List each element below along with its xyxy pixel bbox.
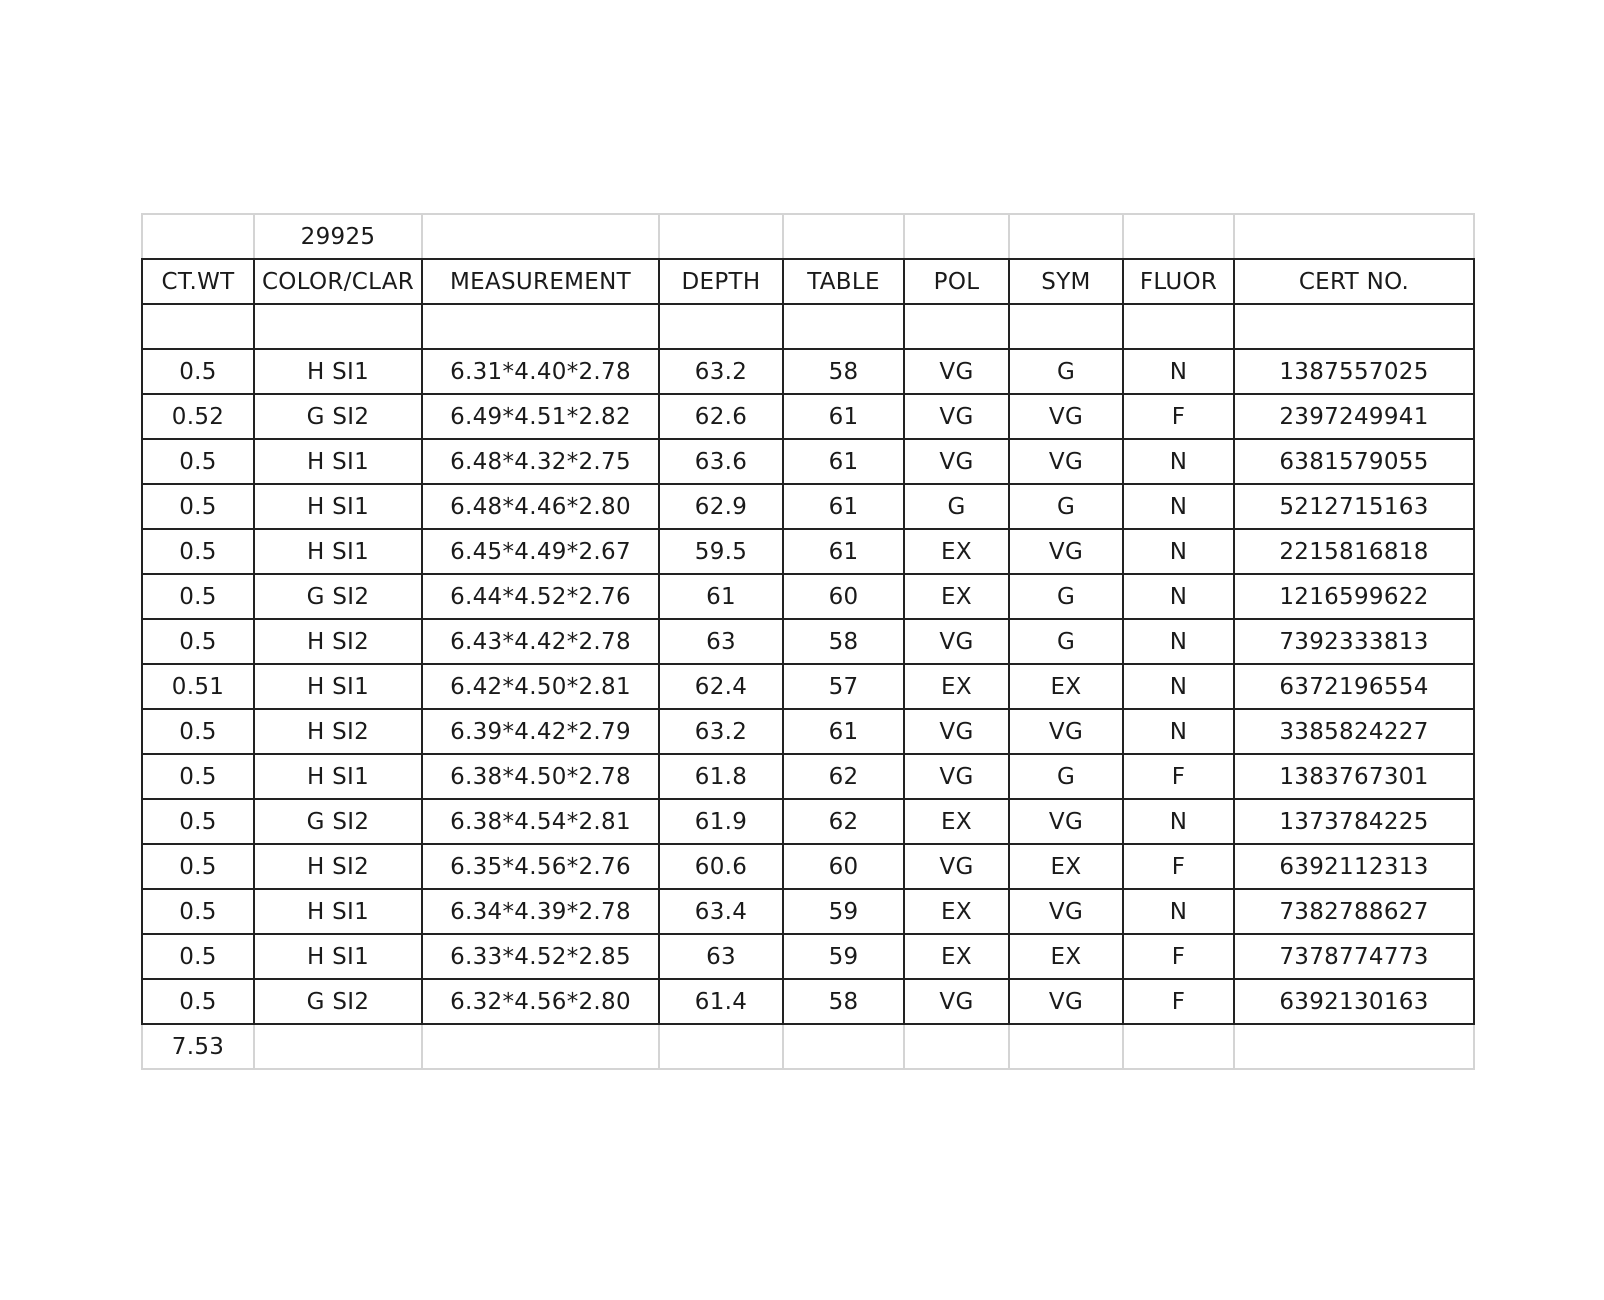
depth-cell: 61 [659,574,783,619]
symmetry-cell: VG [1009,979,1123,1024]
cert-no-cell: 5212715163 [1234,484,1474,529]
table-cell: 62 [783,754,904,799]
polish-cell: VG [904,709,1009,754]
color-clarity-cell: G SI2 [254,799,422,844]
empty-cell [142,304,254,349]
ct-wt-cell: 0.5 [142,619,254,664]
table-row [142,664,1474,709]
empty-cell [783,1024,904,1069]
header-polish: POL [904,259,1009,304]
color-clarity-cell: H SI1 [254,889,422,934]
symmetry-cell: EX [1009,664,1123,709]
color-clarity-cell: H SI1 [254,484,422,529]
color-clarity-cell: H SI1 [254,934,422,979]
ct-wt-cell: 0.5 [142,979,254,1024]
cert-no-cell: 1216599622 [1234,574,1474,619]
symmetry-cell: G [1009,619,1123,664]
depth-cell: 60.6 [659,844,783,889]
depth-cell: 63 [659,934,783,979]
ct-wt-cell: 0.52 [142,394,254,439]
table-cell: 59 [783,934,904,979]
empty-cell [1123,304,1234,349]
blank-row [142,304,1474,349]
measurement-cell: 6.49*4.51*2.82 [422,394,659,439]
color-clarity-cell: H SI1 [254,664,422,709]
table-row [142,574,1474,619]
ct-wt-cell: 0.5 [142,349,254,394]
fluorescence-cell: F [1123,979,1234,1024]
table-row [142,394,1474,439]
fluorescence-cell: N [1123,574,1234,619]
table-cell: 58 [783,619,904,664]
ct-wt-cell: 0.5 [142,799,254,844]
polish-cell: G [904,484,1009,529]
empty-cell [904,1024,1009,1069]
empty-cell [659,1024,783,1069]
table-cell: 59 [783,889,904,934]
ct-wt-cell: 0.5 [142,529,254,574]
header-symmetry: SYM [1009,259,1123,304]
symmetry-cell: G [1009,574,1123,619]
empty-cell [422,214,659,259]
cert-no-cell: 6392130163 [1234,979,1474,1024]
ct-wt-cell: 0.5 [142,754,254,799]
cert-no-cell: 1387557025 [1234,349,1474,394]
measurement-cell: 6.45*4.49*2.67 [422,529,659,574]
empty-cell [1009,214,1123,259]
measurement-cell: 6.31*4.40*2.78 [422,349,659,394]
empty-cell [422,1024,659,1069]
cert-no-cell: 2215816818 [1234,529,1474,574]
title-value-cell: 29925 [254,214,422,259]
header-ct-wt: CT.WT [142,259,254,304]
fluorescence-cell: N [1123,709,1234,754]
depth-cell: 63 [659,619,783,664]
empty-cell [422,304,659,349]
fluorescence-cell: F [1123,934,1234,979]
fluorescence-cell: F [1123,394,1234,439]
polish-cell: EX [904,889,1009,934]
table-cell: 62 [783,799,904,844]
color-clarity-cell: H SI1 [254,439,422,484]
empty-cell [1009,1024,1123,1069]
symmetry-cell: G [1009,754,1123,799]
header-color-clarity: COLOR/CLAR [254,259,422,304]
symmetry-cell: VG [1009,889,1123,934]
polish-cell: VG [904,844,1009,889]
symmetry-cell: VG [1009,799,1123,844]
table-row [142,979,1474,1024]
table-row [142,934,1474,979]
symmetry-cell: EX [1009,844,1123,889]
polish-cell: EX [904,799,1009,844]
symmetry-cell: VG [1009,394,1123,439]
table-row [142,844,1474,889]
empty-cell [1123,1024,1234,1069]
depth-cell: 63.4 [659,889,783,934]
ct-wt-cell: 0.5 [142,439,254,484]
depth-cell: 63.6 [659,439,783,484]
cert-no-cell: 2397249941 [1234,394,1474,439]
cert-no-cell: 6381579055 [1234,439,1474,484]
symmetry-cell: EX [1009,934,1123,979]
empty-cell [1234,214,1474,259]
table-row [142,529,1474,574]
empty-cell [1234,1024,1474,1069]
symmetry-cell: VG [1009,529,1123,574]
fluorescence-cell: N [1123,484,1234,529]
color-clarity-cell: G SI2 [254,574,422,619]
depth-cell: 61.9 [659,799,783,844]
polish-cell: VG [904,394,1009,439]
fluorescence-cell: N [1123,529,1234,574]
measurement-cell: 6.43*4.42*2.78 [422,619,659,664]
table-cell: 61 [783,439,904,484]
polish-cell: EX [904,934,1009,979]
measurement-cell: 6.48*4.46*2.80 [422,484,659,529]
symmetry-cell: VG [1009,439,1123,484]
empty-cell [783,304,904,349]
ct-wt-cell: 0.5 [142,709,254,754]
color-clarity-cell: H SI2 [254,709,422,754]
total-weight-cell: 7.53 [142,1024,254,1069]
depth-cell: 62.9 [659,484,783,529]
color-clarity-cell: H SI1 [254,349,422,394]
ct-wt-cell: 0.51 [142,664,254,709]
header-cert-no: CERT NO. [1234,259,1474,304]
table-cell: 57 [783,664,904,709]
depth-cell: 62.6 [659,394,783,439]
measurement-cell: 6.35*4.56*2.76 [422,844,659,889]
cert-no-cell: 1383767301 [1234,754,1474,799]
measurement-cell: 6.42*4.50*2.81 [422,664,659,709]
empty-cell [659,304,783,349]
empty-cell [904,304,1009,349]
fluorescence-cell: F [1123,844,1234,889]
empty-cell [1234,304,1474,349]
fluorescence-cell: N [1123,664,1234,709]
fluorescence-cell: N [1123,799,1234,844]
measurement-cell: 6.48*4.32*2.75 [422,439,659,484]
title-row [142,214,1474,259]
ct-wt-cell: 0.5 [142,934,254,979]
polish-cell: VG [904,619,1009,664]
polish-cell: EX [904,574,1009,619]
fluorescence-cell: N [1123,619,1234,664]
ct-wt-cell: 0.5 [142,844,254,889]
polish-cell: EX [904,529,1009,574]
polish-cell: VG [904,439,1009,484]
empty-cell [1123,214,1234,259]
symmetry-cell: G [1009,484,1123,529]
depth-cell: 61.4 [659,979,783,1024]
depth-cell: 63.2 [659,349,783,394]
header-row [142,259,1474,304]
cert-no-cell: 7378774773 [1234,934,1474,979]
measurement-cell: 6.32*4.56*2.80 [422,979,659,1024]
color-clarity-cell: H SI2 [254,619,422,664]
table-cell: 58 [783,979,904,1024]
header-fluorescence: FLUOR [1123,259,1234,304]
fluorescence-cell: F [1123,754,1234,799]
ct-wt-cell: 0.5 [142,574,254,619]
header-depth: DEPTH [659,259,783,304]
header-measurement: MEASUREMENT [422,259,659,304]
color-clarity-cell: H SI1 [254,754,422,799]
table-row [142,349,1474,394]
symmetry-cell: G [1009,349,1123,394]
table-row [142,799,1474,844]
header-table: TABLE [783,259,904,304]
table-row [142,754,1474,799]
table-cell: 61 [783,529,904,574]
measurement-cell: 6.44*4.52*2.76 [422,574,659,619]
fluorescence-cell: N [1123,889,1234,934]
polish-cell: VG [904,754,1009,799]
table-cell: 60 [783,844,904,889]
table-cell: 61 [783,709,904,754]
color-clarity-cell: G SI2 [254,979,422,1024]
symmetry-cell: VG [1009,709,1123,754]
fluorescence-cell: N [1123,349,1234,394]
table-cell: 61 [783,484,904,529]
color-clarity-cell: G SI2 [254,394,422,439]
depth-cell: 62.4 [659,664,783,709]
cert-no-cell: 3385824227 [1234,709,1474,754]
polish-cell: EX [904,664,1009,709]
empty-cell [1009,304,1123,349]
fluorescence-cell: N [1123,439,1234,484]
ct-wt-cell: 0.5 [142,889,254,934]
empty-cell [254,304,422,349]
cert-no-cell: 6372196554 [1234,664,1474,709]
table-row [142,889,1474,934]
table-cell: 61 [783,394,904,439]
cert-no-cell: 1373784225 [1234,799,1474,844]
table-row [142,484,1474,529]
cert-no-cell: 7392333813 [1234,619,1474,664]
empty-cell [142,214,254,259]
measurement-cell: 6.33*4.52*2.85 [422,934,659,979]
empty-cell [254,1024,422,1069]
polish-cell: VG [904,349,1009,394]
depth-cell: 63.2 [659,709,783,754]
cert-no-cell: 6392112313 [1234,844,1474,889]
total-row [142,1024,1474,1069]
empty-cell [659,214,783,259]
polish-cell: VG [904,979,1009,1024]
color-clarity-cell: H SI2 [254,844,422,889]
depth-cell: 59.5 [659,529,783,574]
measurement-cell: 6.34*4.39*2.78 [422,889,659,934]
cert-no-cell: 7382788627 [1234,889,1474,934]
empty-cell [904,214,1009,259]
diamond-stock-table [141,213,1475,1070]
table-row [142,619,1474,664]
measurement-cell: 6.39*4.42*2.79 [422,709,659,754]
measurement-cell: 6.38*4.54*2.81 [422,799,659,844]
table-row [142,439,1474,484]
table-cell: 58 [783,349,904,394]
table-cell: 60 [783,574,904,619]
color-clarity-cell: H SI1 [254,529,422,574]
ct-wt-cell: 0.5 [142,484,254,529]
depth-cell: 61.8 [659,754,783,799]
table-row [142,709,1474,754]
empty-cell [783,214,904,259]
measurement-cell: 6.38*4.50*2.78 [422,754,659,799]
